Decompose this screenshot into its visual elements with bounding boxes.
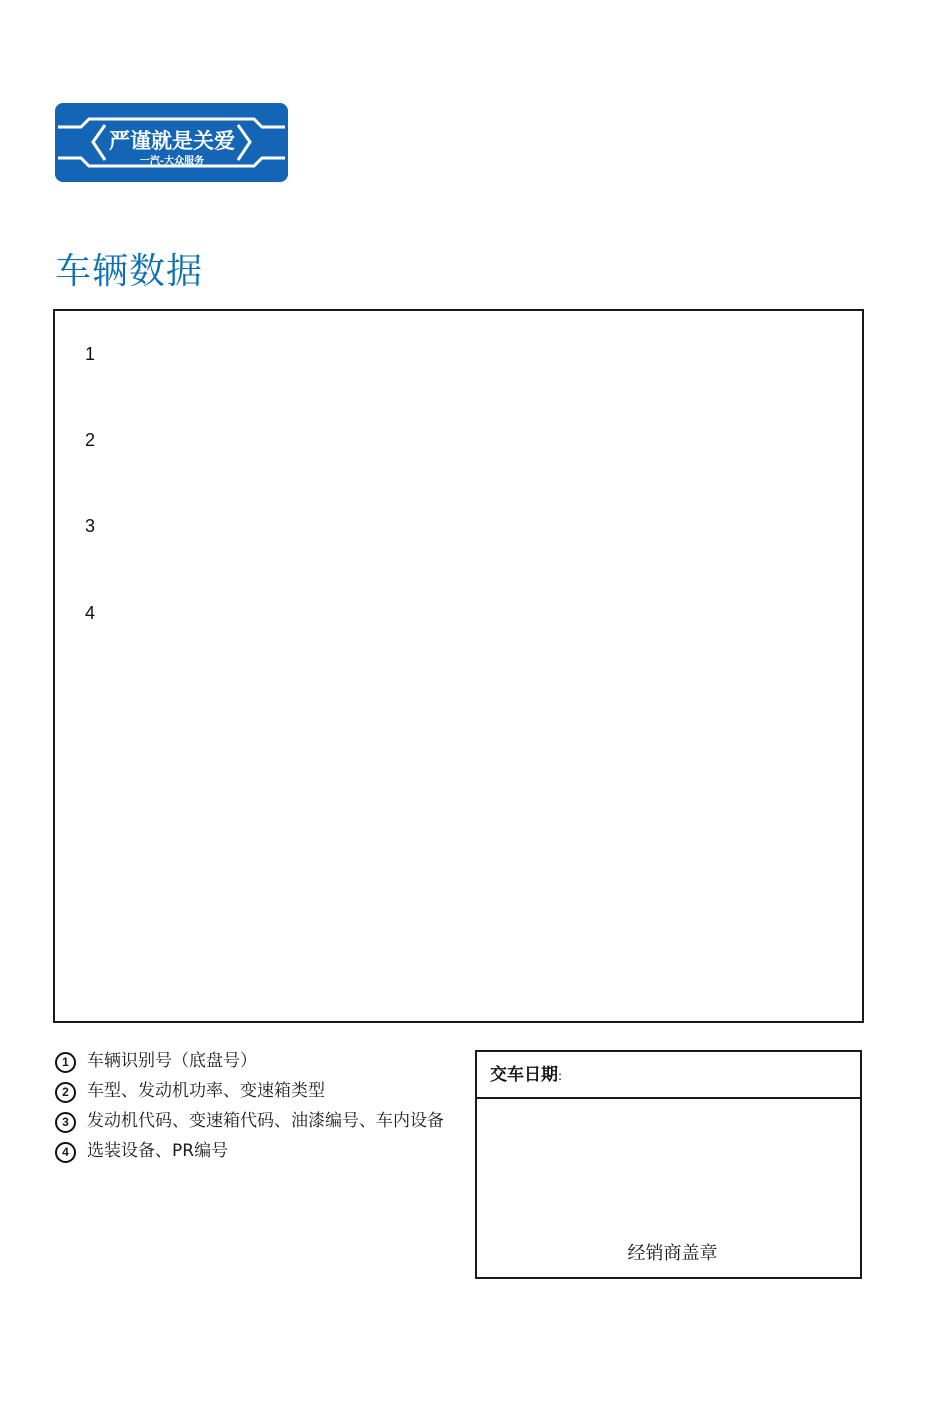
legend-list bbox=[55, 1048, 445, 1168]
delivery-date-row[interactable] bbox=[477, 1052, 860, 1099]
legend-text-3: 发动机代码、变速箱代码、油漆编号、车内设备 bbox=[87, 1111, 444, 1131]
legend-item-1 bbox=[55, 1048, 445, 1075]
legend-text-4: 选装设备、PR编号 bbox=[87, 1141, 229, 1161]
vehicle-data-box bbox=[53, 309, 864, 1023]
legend-item-2 bbox=[55, 1078, 445, 1105]
legend-number-4: 4 bbox=[55, 1142, 76, 1163]
legend-text-1: 车辆识别号（底盘号） bbox=[87, 1051, 257, 1071]
legend-number-3: 3 bbox=[55, 1112, 76, 1133]
logo-tagline: 一汽-大众服务 bbox=[139, 156, 205, 167]
logo-emblem bbox=[55, 103, 288, 182]
page-title: 车辆数据 bbox=[55, 251, 204, 292]
delivery-box bbox=[475, 1050, 862, 1279]
slot-number-1: 1 bbox=[85, 344, 96, 364]
dealer-stamp-label: 经销商盖章 bbox=[627, 1243, 718, 1264]
legend-text-2: 车型、发动机功率、变速箱类型 bbox=[87, 1081, 325, 1101]
slot-number-4: 4 bbox=[85, 603, 96, 623]
legend-item-3 bbox=[55, 1108, 445, 1135]
legend-number-1: 1 bbox=[55, 1052, 76, 1073]
legend-item-4 bbox=[55, 1138, 445, 1165]
brand-logo bbox=[55, 103, 288, 182]
delivery-date-label: 交车日期 bbox=[490, 1065, 558, 1085]
legend-number-2: 2 bbox=[55, 1082, 76, 1103]
slot-number-2: 2 bbox=[85, 430, 96, 450]
slot-number-3: 3 bbox=[85, 516, 96, 536]
delivery-date-colon: : bbox=[558, 1069, 563, 1083]
logo-slogan: 严谨就是关爱 bbox=[109, 129, 235, 153]
